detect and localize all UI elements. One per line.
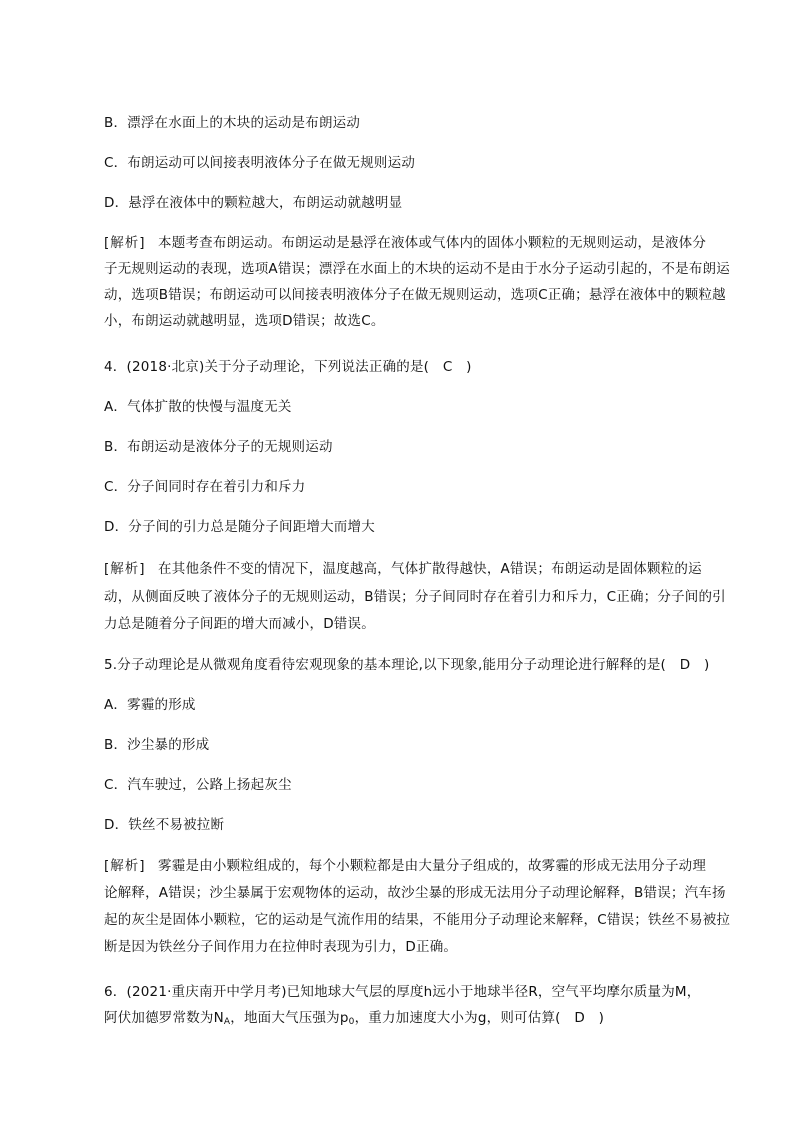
analysis-tag: [解析] [104, 858, 146, 874]
analysis-text: 在其他条件不变的情况下，温度越高，气体扩散得越快，A错误；布朗运动是固体颗粒的运 [158, 561, 702, 577]
q5-analysis-line-4: 断是因为铁丝分子间作用力在拉伸时表现为引力，D正确。 [104, 939, 458, 955]
q6-text-part3: ，重力加速度大小为g，则可估算( D ) [354, 1010, 605, 1026]
q5-option-c: C．汽车驶过，公路上扬起灰尘 [104, 777, 292, 793]
q6-text-part1: 阿伏加德罗常数为N [104, 1010, 224, 1026]
q4-option-c: C．分子间同时存在着引力和斥力 [104, 479, 306, 495]
q5-analysis-line-1 [104, 856, 706, 876]
q6-text-part2: ，地面大气压强为p [230, 1010, 349, 1026]
q3-analysis-line-4: 小，布朗运动就越明显，选项D错误；故选C。 [104, 313, 385, 329]
q5-analysis-line-2: 论解释，A错误；沙尘暴属于宏观物体的运动，故沙尘暴的形成无法用分子动理论解释，B错误；汽车扬 [104, 885, 726, 901]
q6-stem-line-1: 6．(2021·重庆南开中学月考)已知地球大气层的厚度h远小于地球半径R，空气平均摩尔质量为M， [104, 984, 701, 1000]
q4-analysis-line-3: 力总是随着分子间距的增大而减小，D错误。 [104, 616, 375, 632]
q6-stem-line-2 [104, 1008, 604, 1032]
analysis-tag: [解析] [104, 561, 146, 577]
q5-option-a: A．雾霾的形成 [104, 697, 196, 713]
q3-analysis-line-3: 动，选项B错误；布朗运动可以间接表明液体分子在做无规则运动，选项C正确；悬浮在液体中的颗粒越 [104, 287, 726, 303]
q3-option-d: D．悬浮在液体中的颗粒越大，布朗运动就越明显 [104, 195, 403, 211]
q5-analysis-line-3: 起的灰尘是固体小颗粒，它的运动是气流作用的结果，不能用分子动理论来解释，C错误；铁丝不易被拉 [104, 912, 731, 928]
q4-analysis-line-1 [104, 559, 702, 579]
q3-analysis-line-1 [104, 233, 706, 253]
avogadro-subscript: A [223, 1017, 231, 1027]
analysis-text: 本题考查布朗运动。布朗运动是悬浮在液体或气体内的固体小颗粒的无规则运动，是液体分 [158, 235, 707, 251]
q5-option-d: D．铁丝不易被拉断 [104, 817, 225, 833]
q3-option-b: B．漂浮在水面上的木块的运动是布朗运动 [104, 115, 361, 131]
pressure-subscript: 0 [348, 1017, 355, 1027]
q4-option-d: D．分子间的引力总是随分子间距增大而增大 [104, 519, 375, 535]
q4-option-b: B．布朗运动是液体分子的无规则运动 [104, 439, 333, 455]
q5-stem: 5.分子动理论是从微观角度看待宏观现象的基本理论,以下现象,能用分子动理论进行解释的是( D ) [104, 657, 710, 673]
q5-option-b: B．沙尘暴的形成 [104, 737, 210, 753]
q3-analysis-line-2: 子无规则运动的表现，选项A错误；漂浮在水面上的木块的运动不是由于水分子运动引起的，不是布朗运 [104, 261, 730, 277]
q4-stem: 4．(2018·北京)关于分子动理论，下列说法正确的是( C ) [104, 359, 472, 375]
q4-analysis-line-2: 动，从侧面反映了液体分子的无规则运动，B错误；分子间同时存在着引力和斥力，C正确；分子间的引 [104, 589, 726, 605]
q3-option-c: C．布朗运动可以间接表明液体分子在做无规则运动 [104, 155, 416, 171]
q4-option-a: A．气体扩散的快慢与温度无关 [104, 399, 292, 415]
analysis-tag: [解析] [104, 235, 146, 251]
analysis-text: 雾霾是由小颗粒组成的，每个小颗粒都是由大量分子组成的，故雾霾的形成无法用分子动理 [158, 858, 707, 874]
